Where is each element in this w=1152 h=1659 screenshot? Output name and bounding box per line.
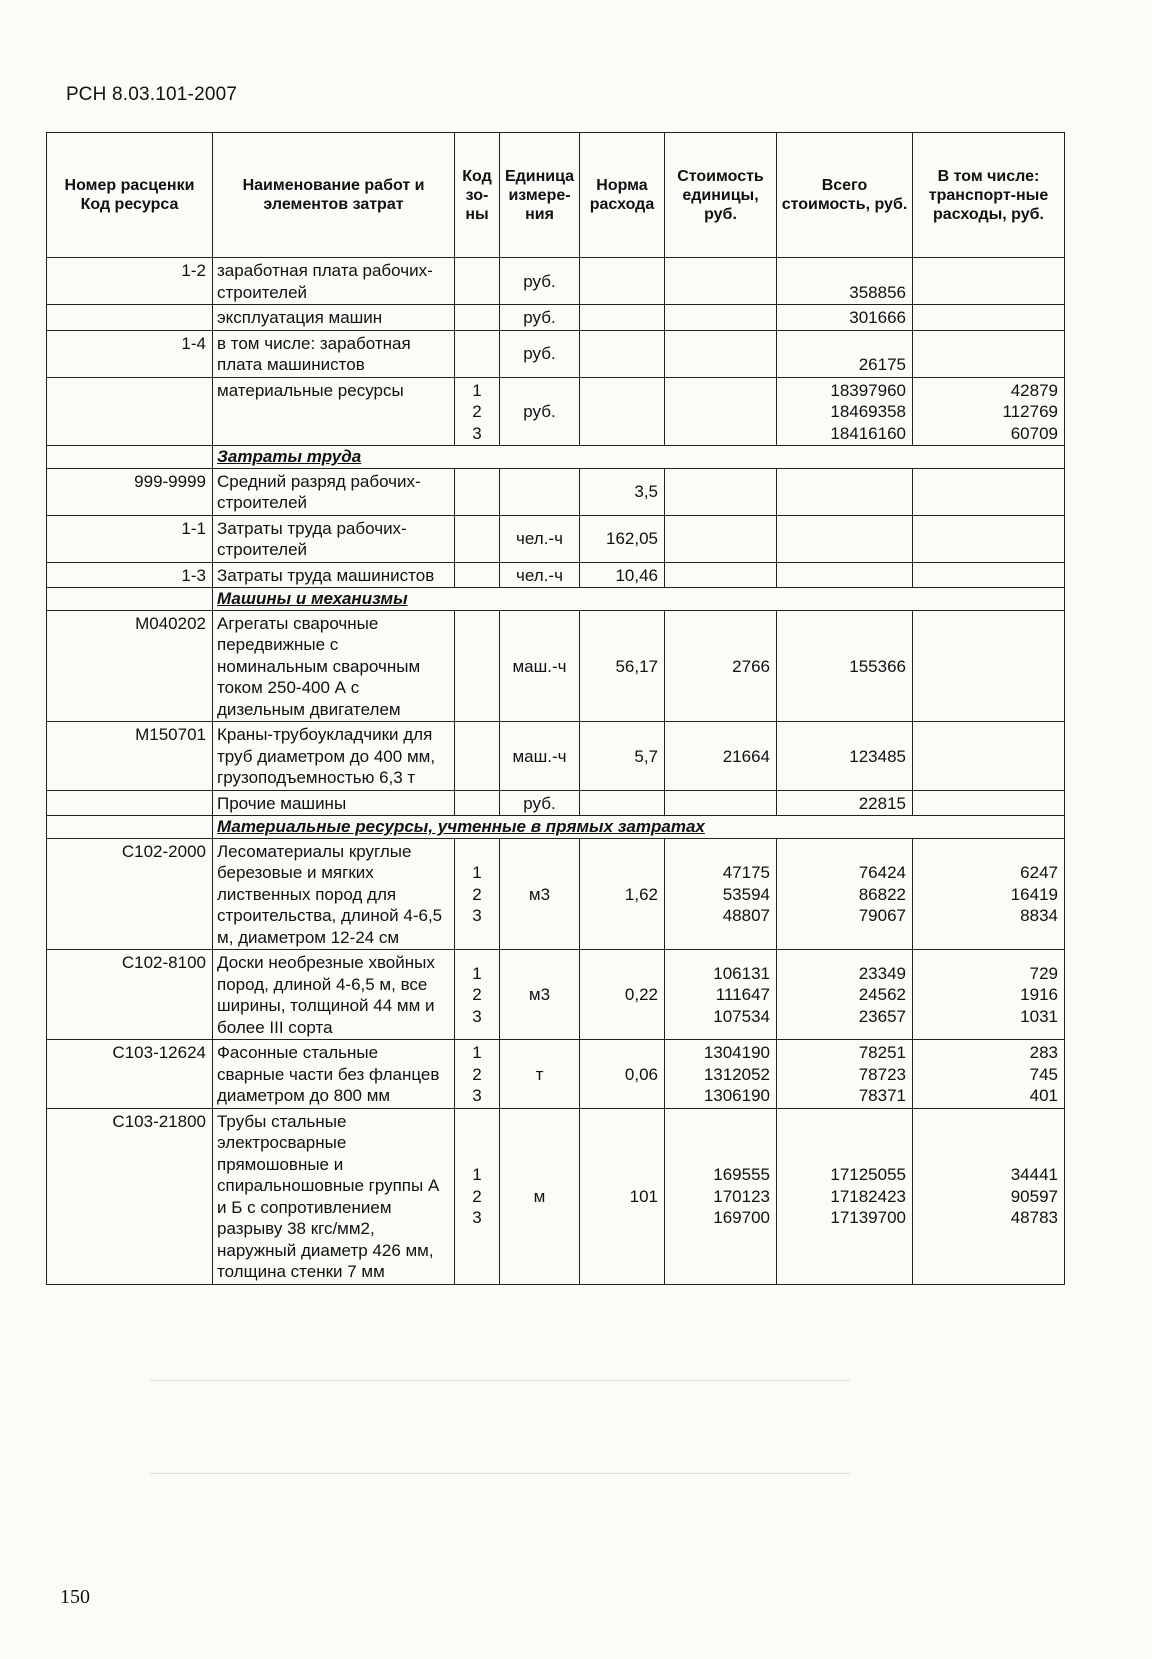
transport-cost (913, 722, 1065, 791)
zone-codes: 1 2 3 (455, 1040, 500, 1109)
transport-cost (913, 790, 1065, 816)
unit (500, 468, 580, 515)
column-header-norm: Норма расхода (580, 133, 665, 258)
item-name: Затраты труда машинистов (213, 562, 455, 588)
norm: 162,05 (580, 515, 665, 562)
total-cost: 78251 78723 78371 (777, 1040, 913, 1109)
unit: руб. (500, 790, 580, 816)
unit-cost (665, 377, 777, 446)
zone-codes (455, 515, 500, 562)
section-row (47, 816, 1065, 839)
table-row (47, 1040, 1065, 1109)
transport-cost (913, 468, 1065, 515)
unit-cost: 1304190 1312052 1306190 (665, 1040, 777, 1109)
zone-codes (455, 305, 500, 331)
document-code-header: РСН 8.03.101-2007 (66, 84, 238, 105)
table-row (47, 468, 1065, 515)
unit-cost: 2766 (665, 610, 777, 722)
unit: т (500, 1040, 580, 1109)
norm (580, 377, 665, 446)
unit-cost: 169555 170123 169700 (665, 1108, 777, 1284)
unit: руб. (500, 305, 580, 331)
table-header-row (47, 133, 1065, 258)
item-name: материальные ресурсы (213, 377, 455, 446)
zone-codes (455, 258, 500, 305)
resource-code: 1-2 (47, 258, 213, 305)
zone-codes: 1 2 3 (455, 950, 500, 1040)
resource-code: 999-9999 (47, 468, 213, 515)
item-name: Затраты труда рабочих-строителей (213, 515, 455, 562)
bleed-through-lines (150, 1380, 850, 1474)
total-cost: 17125055 17182423 17139700 (777, 1108, 913, 1284)
transport-cost (913, 562, 1065, 588)
transport-cost (913, 330, 1065, 377)
table-row (47, 305, 1065, 331)
section-title: Затраты труда (217, 447, 362, 466)
unit-cost (665, 305, 777, 331)
item-name: Средний разряд рабочих-строителей (213, 468, 455, 515)
column-header-zone: Код зо-ны (455, 133, 500, 258)
zone-codes (455, 722, 500, 791)
resource-code: С102-8100 (47, 950, 213, 1040)
section-code-cell (47, 446, 213, 469)
transport-cost: 283 745 401 (913, 1040, 1065, 1109)
zone-codes (455, 610, 500, 722)
page-number: 150 (60, 1586, 90, 1608)
unit: м3 (500, 838, 580, 950)
transport-cost: 42879 112769 60709 (913, 377, 1065, 446)
resource-code: 1-3 (47, 562, 213, 588)
resource-code: М040202 (47, 610, 213, 722)
column-header-total: Всего стоимость, руб. (777, 133, 913, 258)
unit-cost: 21664 (665, 722, 777, 791)
total-cost (777, 468, 913, 515)
zone-codes (455, 562, 500, 588)
norm: 5,7 (580, 722, 665, 791)
column-header-name: Наименование работ и элементов затрат (213, 133, 455, 258)
transport-cost: 6247 16419 8834 (913, 838, 1065, 950)
unit: руб. (500, 258, 580, 305)
table-row (47, 1108, 1065, 1284)
resource-code (47, 305, 213, 331)
norm: 3,5 (580, 468, 665, 515)
unit: чел.-ч (500, 515, 580, 562)
unit: м (500, 1108, 580, 1284)
total-cost: 155366 (777, 610, 913, 722)
total-cost: 22815 (777, 790, 913, 816)
unit-cost: 106131 111647 107534 (665, 950, 777, 1040)
zone-codes (455, 790, 500, 816)
item-name: Краны-трубоукладчики для труб диаметром до 400 мм, грузоподъемностью 6,3 т (213, 722, 455, 791)
total-cost: 18397960 18469358 18416160 (777, 377, 913, 446)
total-cost (777, 562, 913, 588)
unit: руб. (500, 377, 580, 446)
table-row (47, 377, 1065, 446)
total-cost: 76424 86822 79067 (777, 838, 913, 950)
unit-cost (665, 515, 777, 562)
table-row (47, 838, 1065, 950)
resource-code: С102-2000 (47, 838, 213, 950)
column-header-unit-cost: Стоимость единицы, руб. (665, 133, 777, 258)
norm: 0,06 (580, 1040, 665, 1109)
norm: 10,46 (580, 562, 665, 588)
norm: 101 (580, 1108, 665, 1284)
unit-cost (665, 790, 777, 816)
total-cost (777, 515, 913, 562)
item-name: Агрегаты сварочные передвижные с номинальным сварочным током 250-400 А с дизельным двигателем (213, 610, 455, 722)
total-cost: 123485 (777, 722, 913, 791)
unit-cost: 47175 53594 48807 (665, 838, 777, 950)
unit-cost (665, 330, 777, 377)
norm: 1,62 (580, 838, 665, 950)
table-row (47, 722, 1065, 791)
section-code-cell (47, 588, 213, 611)
norm: 56,17 (580, 610, 665, 722)
unit: маш.-ч (500, 722, 580, 791)
unit: руб. (500, 330, 580, 377)
norm: 0,22 (580, 950, 665, 1040)
zone-codes (455, 468, 500, 515)
column-header-code: Номер расценки Код ресурса (47, 133, 213, 258)
resource-code (47, 790, 213, 816)
unit-cost (665, 562, 777, 588)
unit: м3 (500, 950, 580, 1040)
table-row (47, 515, 1065, 562)
cost-table (46, 132, 1065, 1285)
table-row (47, 950, 1065, 1040)
resource-code: 1-1 (47, 515, 213, 562)
section-title-cell (213, 816, 1065, 839)
section-row (47, 446, 1065, 469)
transport-cost: 34441 90597 48783 (913, 1108, 1065, 1284)
total-cost: 358856 (777, 258, 913, 305)
resource-code: 1-4 (47, 330, 213, 377)
table-row (47, 790, 1065, 816)
norm (580, 790, 665, 816)
transport-cost: 729 1916 1031 (913, 950, 1065, 1040)
item-name: Прочие машины (213, 790, 455, 816)
resource-code: С103-21800 (47, 1108, 213, 1284)
transport-cost (913, 258, 1065, 305)
zone-codes: 1 2 3 (455, 838, 500, 950)
resource-code (47, 377, 213, 446)
item-name: эксплуатация машин (213, 305, 455, 331)
item-name: Лесоматериалы круглые березовые и мягких лиственных пород для строительства, длиной 4-6,5 м, диаметром 12-24 см (213, 838, 455, 950)
section-code-cell (47, 816, 213, 839)
total-cost: 26175 (777, 330, 913, 377)
table-row (47, 330, 1065, 377)
norm (580, 305, 665, 331)
norm (580, 330, 665, 377)
column-header-transport: В том числе: транспорт-ные расходы, руб. (913, 133, 1065, 258)
table-row (47, 258, 1065, 305)
item-name: Фасонные стальные сварные части без фланцев диаметром до 800 мм (213, 1040, 455, 1109)
transport-cost (913, 305, 1065, 331)
zone-codes: 1 2 3 (455, 377, 500, 446)
unit-cost (665, 258, 777, 305)
norm (580, 258, 665, 305)
table-body (47, 258, 1065, 1285)
unit: чел.-ч (500, 562, 580, 588)
resource-code: С103-12624 (47, 1040, 213, 1109)
table-row (47, 610, 1065, 722)
unit-cost (665, 468, 777, 515)
column-header-unit: Единица измере-ния (500, 133, 580, 258)
table-row (47, 562, 1065, 588)
zone-codes (455, 330, 500, 377)
zone-codes: 1 2 3 (455, 1108, 500, 1284)
item-name: Доски необрезные хвойных пород, длиной 4-6,5 м, все ширины, толщиной 44 мм и более III сорта (213, 950, 455, 1040)
resource-code: М150701 (47, 722, 213, 791)
section-title-cell (213, 588, 1065, 611)
total-cost: 23349 24562 23657 (777, 950, 913, 1040)
total-cost: 301666 (777, 305, 913, 331)
item-name: в том числе: заработная плата машинистов (213, 330, 455, 377)
transport-cost (913, 515, 1065, 562)
unit: маш.-ч (500, 610, 580, 722)
transport-cost (913, 610, 1065, 722)
section-title-cell (213, 446, 1065, 469)
section-title: Машины и механизмы (217, 589, 408, 608)
item-name: заработная плата рабочих-строителей (213, 258, 455, 305)
section-title: Материальные ресурсы, учтенные в прямых затратах (217, 817, 705, 836)
item-name: Трубы стальные электросварные прямошовные и спиральношовные группы А и Б с сопротивлением разрыву 38 кгс/мм2, наружный диаметр 426 мм, толщина стенки 7 мм (213, 1108, 455, 1284)
section-row (47, 588, 1065, 611)
